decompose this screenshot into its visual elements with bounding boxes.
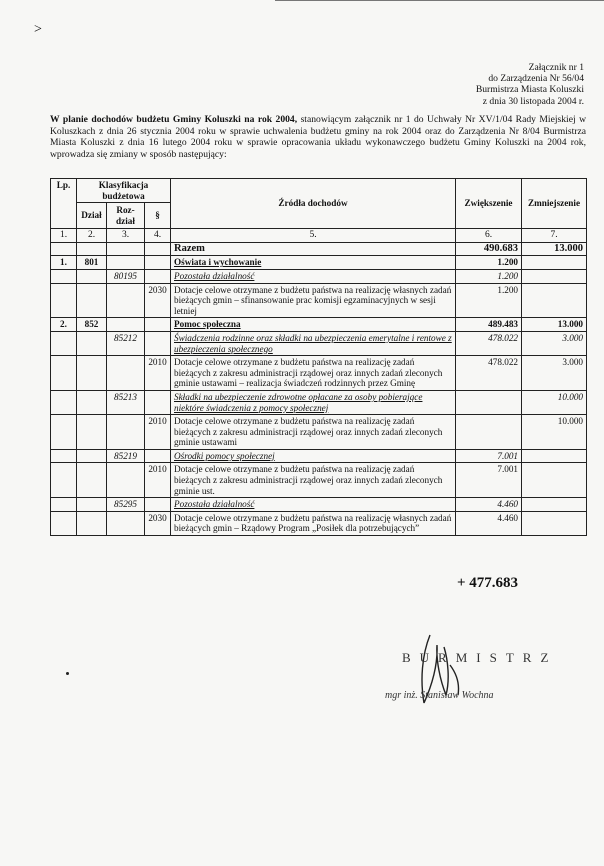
cell-zwiekszenie: 1.200 xyxy=(456,269,522,283)
col-number: 4. xyxy=(145,229,171,243)
cell-rozdzial: 85213 xyxy=(107,390,145,414)
cell-zwiekszenie: 478.022 xyxy=(456,331,522,355)
cell-paragraf: 2030 xyxy=(145,511,171,535)
cell-zmniejszenie: 10.000 xyxy=(522,390,587,414)
cell-source: Świadczenia rodzinne oraz składki na ubezpieczenia emerytalne i rentowe z ubezpieczenia społecznego xyxy=(171,331,456,355)
cell-paragraf xyxy=(145,498,171,512)
cell-rozdzial xyxy=(107,256,145,270)
cell-paragraf: 2010 xyxy=(145,415,171,450)
cell-zmniejszenie: 10.000 xyxy=(522,415,587,450)
col-number: 5. xyxy=(171,229,456,243)
header-klasyfikacja: Klasyfikacja budżetowa xyxy=(77,179,171,203)
cell-rozdzial: 85219 xyxy=(107,449,145,463)
cell-rozdzial: 85295 xyxy=(107,498,145,512)
cell-zmniejszenie xyxy=(522,283,587,318)
cell-lp xyxy=(51,390,77,414)
total-change: + 477.683 xyxy=(457,575,519,591)
cell-rozdzial: 80195 xyxy=(107,269,145,283)
cell-paragraf xyxy=(145,390,171,414)
cell-source: Pozostała działalność xyxy=(171,498,456,512)
cell-zmniejszenie: 3.000 xyxy=(522,331,587,355)
col-number: 7. xyxy=(522,229,587,243)
header-dzial: Dział xyxy=(77,203,107,229)
table-row xyxy=(51,283,587,318)
cell-rozdzial xyxy=(107,511,145,535)
cell-dzial xyxy=(77,269,107,283)
cell-zwiekszenie: 7.001 xyxy=(456,463,522,498)
table-row xyxy=(51,256,587,270)
table-row xyxy=(51,449,587,463)
cell-lp xyxy=(51,269,77,283)
cell-zwiekszenie xyxy=(456,415,522,450)
cell-lp xyxy=(51,283,77,318)
cell-dzial xyxy=(77,356,107,391)
intro-bold: W planie dochodów budżetu Gminy Koluszki na rok 2004, xyxy=(50,114,298,125)
cell-zmniejszenie xyxy=(522,256,587,270)
cell-source: Dotacje celowe otrzymane z budżetu państwa na realizację własnych zadań bieżących gmin – sfinansowanie prac komisji egzaminacyjnych w sesji letniej xyxy=(171,283,456,318)
razem-zmniejszenie: 13.000 xyxy=(522,242,587,256)
cell-paragraf xyxy=(145,449,171,463)
cell-zmniejszenie xyxy=(522,498,587,512)
table-row xyxy=(51,511,587,535)
cell-zwiekszenie: 1.200 xyxy=(456,283,522,318)
cell-source: Oświata i wychowanie xyxy=(171,256,456,270)
col-number: 3. xyxy=(107,229,145,243)
budget-table xyxy=(50,178,587,536)
cell-zwiekszenie: 4.460 xyxy=(456,498,522,512)
cell-paragraf xyxy=(145,269,171,283)
table-row xyxy=(51,356,587,391)
table-row xyxy=(51,318,587,332)
cell-zwiekszenie: 7.001 xyxy=(456,449,522,463)
header-line-2: do Zarządzenia Nr 56/04 xyxy=(488,73,584,85)
scan-edge-line xyxy=(275,0,604,1)
cell-zmniejszenie xyxy=(522,269,587,283)
cell-rozdzial: 85212 xyxy=(107,331,145,355)
cell-lp xyxy=(51,449,77,463)
razem-label: Razem xyxy=(171,242,456,256)
cell-rozdzial xyxy=(107,318,145,332)
cell-lp xyxy=(51,331,77,355)
header-zrodla: Źródła dochodów xyxy=(171,179,456,229)
cell-dzial: 852 xyxy=(77,318,107,332)
header-zmniejszenie: Zmniejszenie xyxy=(522,179,587,229)
cell-rozdzial xyxy=(107,356,145,391)
cell-source: Dotacje celowe otrzymane z budżetu państwa na realizację zadań bieżących z zakresu administracji rządowej oraz innych zadań zleconych gminie ustawami – realizacja świadczeń rodzinnych przez Gminę xyxy=(171,356,456,391)
cell-paragraf: 2030 xyxy=(145,283,171,318)
cell-source: Składki na ubezpieczenie zdrowotne opłacane za osoby pobierające niektóre świadczenia z pomocy społecznej xyxy=(171,390,456,414)
cell-dzial xyxy=(77,283,107,318)
cell-zmniejszenie xyxy=(522,449,587,463)
razem-zwiekszenie: 490.683 xyxy=(456,242,522,256)
cell-source: Ośrodki pomocy społecznej xyxy=(171,449,456,463)
signature-name: mgr inż. Stanisław Wochna xyxy=(385,690,494,701)
cell-lp xyxy=(51,356,77,391)
stray-dot xyxy=(66,672,69,675)
cell-dzial xyxy=(77,463,107,498)
cell-dzial xyxy=(77,449,107,463)
header-lp: Lp. xyxy=(51,179,77,229)
cell-paragraf: 2010 xyxy=(145,463,171,498)
table-row xyxy=(51,269,587,283)
cell-lp xyxy=(51,511,77,535)
signature-title: BURMISTRZ xyxy=(402,650,558,665)
cell-zwiekszenie: 489.483 xyxy=(456,318,522,332)
cell-zwiekszenie: 1.200 xyxy=(456,256,522,270)
cell-source: Dotacje celowe otrzymane z budżetu państwa na realizację zadań bieżących z zakresu administracji rządowej oraz innych zadań zleconych gminie ustawami xyxy=(171,415,456,450)
header-line-4: z dnia 30 listopada 2004 r. xyxy=(482,95,584,107)
cell-dzial xyxy=(77,498,107,512)
cell-paragraf xyxy=(145,331,171,355)
corner-mark: > xyxy=(34,22,42,37)
cell-source: Dotacje celowe otrzymane z budżetu państwa na realizację własnych zadań bieżących gmin – Rządowy Program „Posiłek dla potrzebujących” xyxy=(171,511,456,535)
header-paragraf: § xyxy=(145,203,171,229)
col-number: 1. xyxy=(51,229,77,243)
cell-rozdzial xyxy=(107,463,145,498)
cell-dzial: 801 xyxy=(77,256,107,270)
header-line-3: Burmistrza Miasta Koluszki xyxy=(475,84,584,96)
intro-text: stanowiącym załącznik nr 1 do Uchwały Nr XV/1/04 Rady Miejskiej w Koluszkach z dnia 26 stycznia 2004 roku w sprawie uchwalenia budżetu gminy na rok 2004 oraz do Zarządzenia Nr 8/04 Burmistrza Miasta Koluszki z dnia 16 lutego 2004 roku w sprawie opracowania układu wykonawczego budżetu Gminy Koluszki na 2004 rok, wprowadza się zmiany w sposób następujący: xyxy=(50,114,586,160)
cell-lp: 1. xyxy=(51,256,77,270)
header-zwiekszenie: Zwiększenie xyxy=(456,179,522,229)
table-row xyxy=(51,463,587,498)
razem-row xyxy=(51,242,587,256)
cell-zmniejszenie: 13.000 xyxy=(522,318,587,332)
table-row xyxy=(51,415,587,450)
table-row xyxy=(51,390,587,414)
cell-zwiekszenie: 4.460 xyxy=(456,511,522,535)
cell-paragraf xyxy=(145,256,171,270)
attachment-header xyxy=(476,62,584,107)
cell-source: Pomoc społeczna xyxy=(171,318,456,332)
handwritten-signature xyxy=(380,625,500,715)
table-row xyxy=(51,498,587,512)
cell-source: Dotacje celowe otrzymane z budżetu państwa na realizację zadań bieżących z zakresu administracji rządowej oraz innych zadań zleconych gminie ust. xyxy=(171,463,456,498)
cell-paragraf xyxy=(145,318,171,332)
cell-zmniejszenie xyxy=(522,463,587,498)
header-line-1: Załącznik nr 1 xyxy=(528,62,584,73)
cell-zmniejszenie xyxy=(522,511,587,535)
header-rozdzial: Roz-dział xyxy=(107,203,145,229)
cell-zmniejszenie: 3.000 xyxy=(522,356,587,391)
cell-lp xyxy=(51,463,77,498)
cell-paragraf: 2010 xyxy=(145,356,171,391)
cell-lp xyxy=(51,415,77,450)
col-number: 6. xyxy=(456,229,522,243)
cell-source: Pozostała działalność xyxy=(171,269,456,283)
cell-dzial xyxy=(77,331,107,355)
cell-dzial xyxy=(77,390,107,414)
cell-lp xyxy=(51,498,77,512)
table-row xyxy=(51,331,587,355)
cell-zwiekszenie xyxy=(456,390,522,414)
intro-paragraph xyxy=(50,114,586,160)
cell-zwiekszenie: 478.022 xyxy=(456,356,522,391)
cell-lp: 2. xyxy=(51,318,77,332)
cell-dzial xyxy=(77,511,107,535)
cell-rozdzial xyxy=(107,415,145,450)
cell-dzial xyxy=(77,415,107,450)
col-number: 2. xyxy=(77,229,107,243)
cell-rozdzial xyxy=(107,283,145,318)
